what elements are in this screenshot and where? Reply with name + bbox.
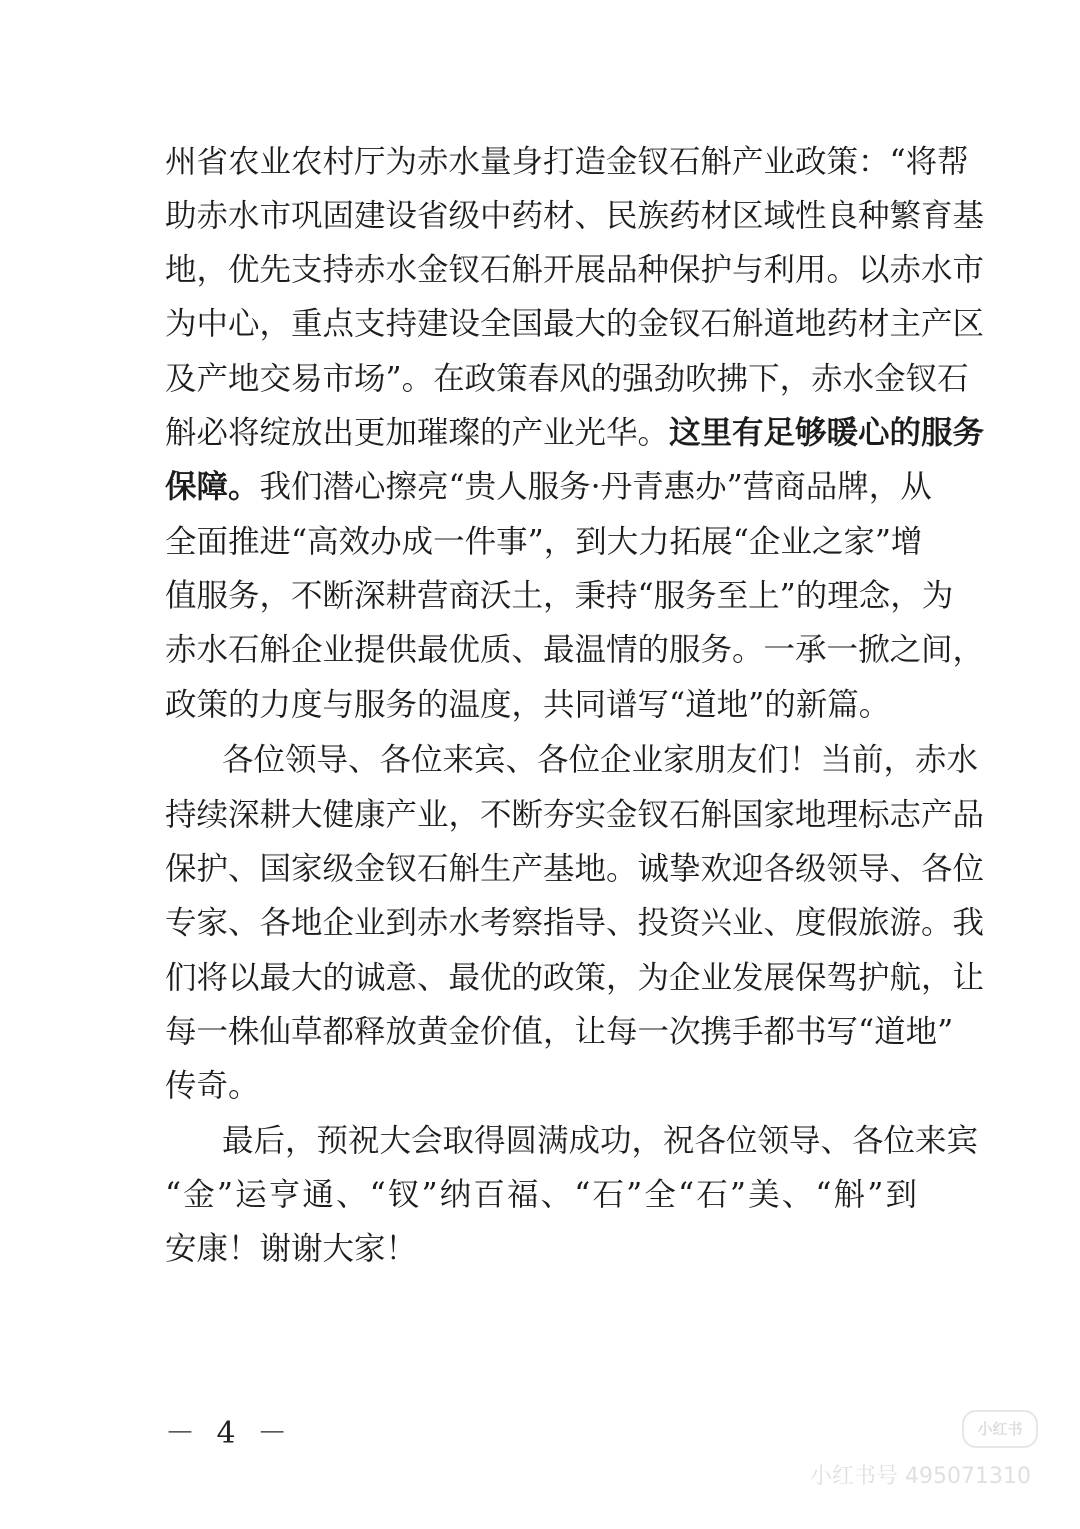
text-segment: 政策的力度与服务的温度，共同谱写“道地”的新篇。 [165, 687, 891, 723]
paragraph-line [165, 791, 985, 839]
watermark-logo: 小红书 [962, 1410, 1038, 1448]
paragraph-line [165, 1008, 954, 1056]
paragraph-line [165, 192, 985, 240]
paragraph-line [165, 681, 917, 729]
text-segment: 赤水石斛企业提供最优质、最温情的服务。一承一掀之间， [165, 632, 985, 668]
paragraph-line [165, 899, 985, 947]
text-segment: “金”运亨通、“钗”纳百福、“石”全“石”美、“斛”到 [165, 1177, 917, 1213]
paragraph-line [222, 736, 979, 784]
text-segment: 保护、国家级金钗石斛生产基地。诚挚欢迎各级领导、各位 [165, 851, 985, 887]
text-segment: 我们潜心擦亮“贵人服务·丹青惠办”营商品牌，从 [259, 469, 932, 505]
text-segment: 每一株仙草都释放黄金价值，让每一次携手都书写“道地” [165, 1014, 954, 1050]
paragraph-line [222, 1117, 979, 1165]
text-segment: 最后，预祝大会取得圆满成功，祝各位领导、各位来宾 [222, 1123, 979, 1159]
text-segment: 及产地交易市场”。在政策春风的强劲吹拂下，赤水金钗石 [165, 361, 969, 397]
bold-text: 这里有足够暖心的服务 [669, 414, 985, 451]
text-segment: 地，优先支持赤水金钗石斛开展品种保护与利用。以赤水市 [165, 252, 985, 288]
paragraph-line [165, 626, 985, 674]
text-segment: 持续深耕大健康产业，不断夯实金钗石斛国家地理标志产品 [165, 797, 985, 833]
text-segment: 为中心，重点支持建设全国最大的金钗石斛道地药材主产区 [165, 306, 985, 342]
text-segment: 全面推进“高效办成一件事”，到大力拓展“企业之家”增 [165, 524, 923, 560]
watermark-id: 小红书号 495071310 [810, 1464, 1031, 1489]
paragraph-line [165, 954, 985, 1002]
text-segment: 助赤水市巩固建设省级中药材、民族药材区域性良种繁育基 [165, 198, 985, 234]
paragraph-line [165, 1062, 917, 1110]
paragraph-line [165, 138, 969, 186]
paragraph-line [165, 845, 985, 893]
bold-text: 保障。 [165, 468, 260, 505]
paragraph-line [165, 518, 923, 566]
text-segment: 值服务，不断深耕营商沃土，秉持“服务至上”的理念，为 [165, 578, 954, 614]
text-segment: 斛必将绽放出更加璀璨的产业光华。 [165, 415, 670, 451]
text-segment: 专家、各地企业到赤水考察指导、投资兴业、度假旅游。我 [165, 905, 985, 941]
paragraph-line [165, 300, 985, 348]
paragraph-line [165, 1171, 917, 1219]
paragraph-line [165, 572, 954, 620]
paragraph-line [165, 355, 969, 403]
text-segment: 传奇。 [165, 1068, 260, 1104]
text-segment: 安康！谢谢大家！ [165, 1231, 418, 1267]
paragraph-line [165, 463, 932, 511]
paragraph-line [165, 1225, 917, 1273]
paragraph-line [165, 246, 985, 294]
text-segment: 州省农业农村厅为赤水量身打造金钗石斛产业政策：“将帮 [165, 144, 969, 180]
page-number: － 4 － [165, 1416, 294, 1451]
text-segment: 们将以最大的诚意、最优的政策，为企业发展保驾护航，让 [165, 960, 985, 996]
text-segment: 各位领导、各位来宾、各位企业家朋友们！当前，赤水 [222, 742, 979, 778]
paragraph-line [165, 409, 985, 457]
